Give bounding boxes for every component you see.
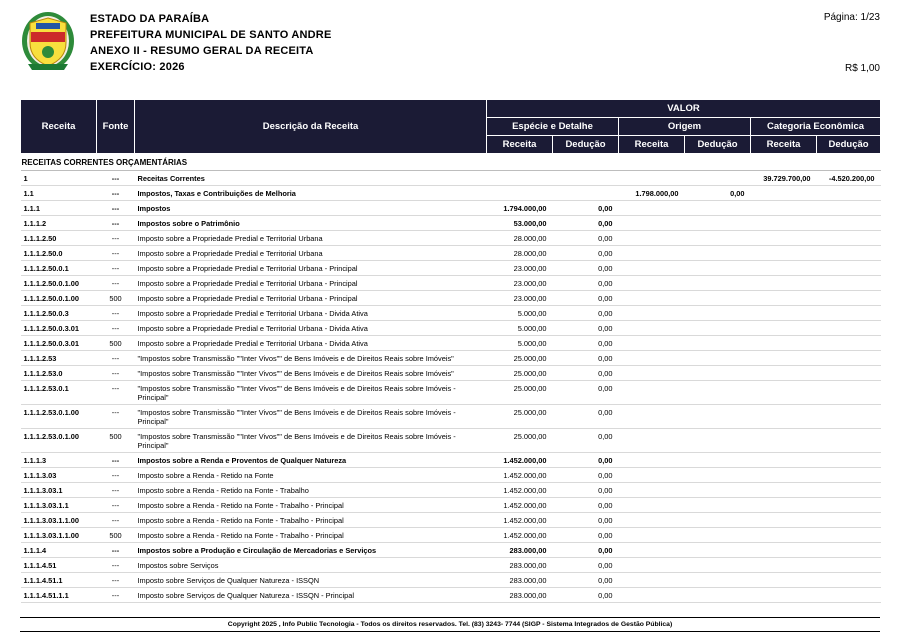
categoria-receita-value	[751, 306, 817, 321]
table-row	[21, 573, 881, 588]
origem-receita-value	[619, 261, 685, 276]
row-code: 1.1.1	[21, 201, 97, 216]
especie-deducao-value	[553, 186, 619, 201]
origem-deducao-value	[685, 276, 751, 291]
row-description: Imposto sobre a Propriedade Predial e Territorial Urbana - Divida Ativa	[135, 321, 487, 336]
origem-receita-value	[619, 321, 685, 336]
origem-deducao-value	[685, 366, 751, 381]
table-row	[21, 498, 881, 513]
especie-deducao-value: 0,00	[553, 381, 619, 405]
especie-deducao-value: 0,00	[553, 201, 619, 216]
categoria-deducao-value	[817, 216, 881, 231]
report-header	[20, 8, 880, 77]
especie-receita-value: 25.000,00	[487, 351, 553, 366]
origem-receita-value	[619, 246, 685, 261]
subcol-origem-receita: Receita	[619, 136, 685, 154]
row-code: 1.1.1.2.50.0.3.01	[21, 336, 97, 351]
row-fonte: ---	[97, 276, 135, 291]
row-description: Imposto sobre a Renda - Retido na Fonte - Trabalho	[135, 483, 487, 498]
categoria-deducao-value	[817, 246, 881, 261]
especie-deducao-value: 0,00	[553, 513, 619, 528]
origem-receita-value	[619, 453, 685, 468]
especie-receita-value: 283.000,00	[487, 588, 553, 603]
especie-receita-value: 1.452.000,00	[487, 468, 553, 483]
categoria-receita-value	[751, 381, 817, 405]
origem-receita-value	[619, 468, 685, 483]
categoria-deducao-value	[817, 201, 881, 216]
col-header-receita: Receita	[21, 100, 97, 154]
row-code: 1.1.1.2.53	[21, 351, 97, 366]
row-code: 1.1.1.2.50.0.1	[21, 261, 97, 276]
especie-deducao-value: 0,00	[553, 306, 619, 321]
categoria-receita-value	[751, 405, 817, 429]
exercise-year: EXERCÍCIO: 2026	[90, 61, 185, 73]
origem-receita-value	[619, 171, 685, 186]
row-fonte: ---	[97, 543, 135, 558]
origem-deducao-value	[685, 261, 751, 276]
row-description: Imposto sobre a Propriedade Predial e Territorial Urbana - Principal	[135, 261, 487, 276]
origem-receita-value	[619, 351, 685, 366]
row-fonte: ---	[97, 321, 135, 336]
row-fonte: ---	[97, 573, 135, 588]
especie-receita-value: 53.000,00	[487, 216, 553, 231]
origem-deducao-value	[685, 528, 751, 543]
row-fonte: ---	[97, 171, 135, 186]
origem-deducao-value	[685, 351, 751, 366]
section-header-row	[21, 154, 881, 171]
page-meta	[720, 8, 880, 74]
categoria-deducao-value	[817, 405, 881, 429]
row-fonte: 500	[97, 528, 135, 543]
row-description: Imposto sobre a Propriedade Predial e Territorial Urbana - Principal	[135, 276, 487, 291]
categoria-deducao-value	[817, 336, 881, 351]
especie-deducao-value: 0,00	[553, 261, 619, 276]
categoria-deducao-value	[817, 543, 881, 558]
row-fonte: 500	[97, 291, 135, 306]
table-row	[21, 336, 881, 351]
categoria-receita-value	[751, 513, 817, 528]
especie-deducao-value: 0,00	[553, 336, 619, 351]
table-row	[21, 186, 881, 201]
row-code: 1	[21, 171, 97, 186]
categoria-receita-value	[751, 216, 817, 231]
origem-receita-value	[619, 336, 685, 351]
row-code: 1.1.1.2.50	[21, 231, 97, 246]
especie-deducao-value: 0,00	[553, 483, 619, 498]
row-fonte: ---	[97, 558, 135, 573]
origem-receita-value	[619, 231, 685, 246]
row-code: 1.1.1.4.51.1.1	[21, 588, 97, 603]
categoria-deducao-value	[817, 276, 881, 291]
categoria-deducao-value	[817, 321, 881, 336]
table-row	[21, 246, 881, 261]
categoria-deducao-value	[817, 351, 881, 366]
row-code: 1.1.1.3.03.1	[21, 483, 97, 498]
subcol-categoria-receita: Receita	[751, 136, 817, 154]
table-row	[21, 483, 881, 498]
origem-deducao-value	[685, 543, 751, 558]
categoria-receita-value	[751, 321, 817, 336]
col-group-categoria-economica: Categoria Econômica	[751, 118, 881, 136]
row-description: "Impostos sobre Transmissão ""Inter Vivos"" de Bens Imóveis e de Direitos Reais sobre Imóveis"	[135, 351, 487, 366]
especie-deducao-value: 0,00	[553, 291, 619, 306]
row-description: Imposto sobre a Propriedade Predial e Territorial Urbana - Divida Ativa	[135, 306, 487, 321]
origem-deducao-value	[685, 573, 751, 588]
row-description: Impostos sobre Serviços	[135, 558, 487, 573]
row-fonte: ---	[97, 588, 135, 603]
categoria-receita-value	[751, 453, 817, 468]
origem-deducao-value	[685, 498, 751, 513]
table-row	[21, 588, 881, 603]
categoria-receita-value	[751, 351, 817, 366]
table-row	[21, 429, 881, 453]
table-row	[21, 261, 881, 276]
row-fonte: ---	[97, 483, 135, 498]
categoria-receita-value	[751, 291, 817, 306]
especie-deducao-value	[553, 171, 619, 186]
especie-receita-value: 1.452.000,00	[487, 513, 553, 528]
especie-receita-value: 23.000,00	[487, 276, 553, 291]
row-description: "Impostos sobre Transmissão ""Inter Vivos"" de Bens Imóveis e de Direitos Reais sobre Imóveis"	[135, 366, 487, 381]
page-number: Página: 1/23	[823, 12, 880, 23]
row-code: 1.1.1.2.50.0	[21, 246, 97, 261]
origem-deducao-value	[685, 381, 751, 405]
table-row	[21, 321, 881, 336]
categoria-receita-value	[751, 543, 817, 558]
origem-receita-value	[619, 483, 685, 498]
table-row	[21, 543, 881, 558]
origem-deducao-value	[685, 453, 751, 468]
table-row	[21, 558, 881, 573]
row-code: 1.1.1.2.50.0.3.01	[21, 321, 97, 336]
origem-deducao-value	[685, 216, 751, 231]
especie-receita-value: 5.000,00	[487, 336, 553, 351]
row-fonte: ---	[97, 261, 135, 276]
origem-receita-value	[619, 573, 685, 588]
origem-deducao-value	[685, 336, 751, 351]
especie-receita-value	[487, 186, 553, 201]
table-row	[21, 201, 881, 216]
categoria-receita-value	[751, 261, 817, 276]
origem-deducao-value	[685, 429, 751, 453]
row-fonte: ---	[97, 201, 135, 216]
row-description: Imposto sobre a Renda - Retido na Fonte	[135, 468, 487, 483]
row-code: 1.1.1.2.53.0.1.00	[21, 429, 97, 453]
coat-of-arms-logo	[20, 8, 78, 77]
row-code: 1.1.1.2.50.0.3	[21, 306, 97, 321]
origem-deducao-value	[685, 231, 751, 246]
subcol-especie-receita: Receita	[487, 136, 553, 154]
categoria-receita-value	[751, 588, 817, 603]
row-code: 1.1.1.3.03	[21, 468, 97, 483]
categoria-receita-value	[751, 429, 817, 453]
subcol-categoria-deducao: Dedução	[817, 136, 881, 154]
especie-deducao-value: 0,00	[553, 528, 619, 543]
section-title: RECEITAS CORRENTES ORÇAMENTÁRIAS	[21, 154, 881, 171]
row-description: Imposto sobre a Renda - Retido na Fonte - Trabalho - Principal	[135, 528, 487, 543]
row-code: 1.1.1.3.03.1.1.00	[21, 513, 97, 528]
especie-receita-value: 28.000,00	[487, 246, 553, 261]
especie-receita-value: 5.000,00	[487, 321, 553, 336]
origem-deducao-value	[685, 171, 751, 186]
origem-receita-value: 1.798.000,00	[619, 186, 685, 201]
categoria-receita-value	[751, 483, 817, 498]
categoria-receita-value	[751, 246, 817, 261]
footer-copyright: Copyright 2025 , Info Public Tecnologia - Todos os direitos reservados. Tel. (83) 3243- 7744 (SIGP - Sistema Integrados de Gestão Pública)	[20, 617, 880, 632]
row-code: 1.1.1.4	[21, 543, 97, 558]
row-fonte: ---	[97, 306, 135, 321]
row-description: "Impostos sobre Transmissão ""Inter Vivos"" de Bens Imóveis e de Direitos Reais sobre Imóveis - Principal"	[135, 381, 487, 405]
row-description: Imposto sobre a Renda - Retido na Fonte - Trabalho - Principal	[135, 513, 487, 528]
currency-unit: R$ 1,00	[844, 63, 880, 74]
categoria-deducao-value	[817, 558, 881, 573]
especie-receita-value: 1.452.000,00	[487, 483, 553, 498]
table-row	[21, 381, 881, 405]
categoria-receita-value	[751, 186, 817, 201]
origem-receita-value	[619, 366, 685, 381]
origem-deducao-value	[685, 291, 751, 306]
row-description: Impostos sobre o Patrimônio	[135, 216, 487, 231]
row-description: Impostos sobre a Produção e Circulação de Mercadorias e Serviços	[135, 543, 487, 558]
categoria-receita-value	[751, 276, 817, 291]
especie-deducao-value: 0,00	[553, 216, 619, 231]
especie-receita-value: 25.000,00	[487, 405, 553, 429]
origem-receita-value	[619, 543, 685, 558]
table-row	[21, 306, 881, 321]
subcol-origem-deducao: Dedução	[685, 136, 751, 154]
especie-deducao-value: 0,00	[553, 246, 619, 261]
categoria-deducao-value	[817, 429, 881, 453]
table-row	[21, 405, 881, 429]
revenue-table	[20, 99, 881, 603]
especie-receita-value: 283.000,00	[487, 558, 553, 573]
row-code: 1.1.1.2.53.0	[21, 366, 97, 381]
categoria-receita-value	[751, 498, 817, 513]
row-fonte: ---	[97, 231, 135, 246]
row-description: "Impostos sobre Transmissão ""Inter Vivos"" de Bens Imóveis e de Direitos Reais sobre Imóveis - Principal"	[135, 405, 487, 429]
row-fonte: ---	[97, 366, 135, 381]
row-code: 1.1.1.3.03.1.1.00	[21, 528, 97, 543]
categoria-receita-value	[751, 336, 817, 351]
row-description: Imposto sobre a Propriedade Predial e Territorial Urbana	[135, 246, 487, 261]
col-group-origem: Origem	[619, 118, 751, 136]
categoria-deducao-value: -4.520.200,00	[817, 171, 881, 186]
origem-receita-value	[619, 291, 685, 306]
especie-deducao-value: 0,00	[553, 366, 619, 381]
origem-receita-value	[619, 528, 685, 543]
categoria-deducao-value	[817, 381, 881, 405]
origem-receita-value	[619, 201, 685, 216]
row-description: Impostos sobre a Renda e Proventos de Qualquer Natureza	[135, 453, 487, 468]
row-description: Imposto sobre Serviços de Qualquer Natureza - ISSQN	[135, 573, 487, 588]
row-description: Receitas Correntes	[135, 171, 487, 186]
categoria-deducao-value	[817, 261, 881, 276]
categoria-deducao-value	[817, 573, 881, 588]
origem-receita-value	[619, 558, 685, 573]
row-code: 1.1.1.2.50.0.1.00	[21, 291, 97, 306]
origem-deducao-value	[685, 306, 751, 321]
row-fonte: ---	[97, 405, 135, 429]
origem-deducao-value	[685, 483, 751, 498]
table-row	[21, 171, 881, 186]
origem-receita-value	[619, 381, 685, 405]
row-description: Impostos, Taxas e Contribuições de Melhoria	[135, 186, 487, 201]
categoria-deducao-value	[817, 186, 881, 201]
especie-deducao-value: 0,00	[553, 558, 619, 573]
row-fonte: ---	[97, 351, 135, 366]
origem-deducao-value	[685, 201, 751, 216]
categoria-receita-value	[751, 468, 817, 483]
table-row	[21, 453, 881, 468]
subcol-especie-deducao: Dedução	[553, 136, 619, 154]
origem-deducao-value	[685, 513, 751, 528]
origem-deducao-value	[685, 588, 751, 603]
especie-deducao-value: 0,00	[553, 453, 619, 468]
origem-deducao-value: 0,00	[685, 186, 751, 201]
table-row	[21, 276, 881, 291]
categoria-receita-value	[751, 573, 817, 588]
table-row	[21, 291, 881, 306]
row-fonte: ---	[97, 498, 135, 513]
categoria-deducao-value	[817, 513, 881, 528]
revenue-table-body	[21, 154, 881, 603]
col-header-fonte: Fonte	[97, 100, 135, 154]
table-row	[21, 231, 881, 246]
especie-deducao-value: 0,00	[553, 405, 619, 429]
row-description: Imposto sobre a Propriedade Predial e Territorial Urbana	[135, 231, 487, 246]
categoria-deducao-value	[817, 468, 881, 483]
categoria-deducao-value	[817, 366, 881, 381]
especie-receita-value: 25.000,00	[487, 381, 553, 405]
col-header-valor: VALOR	[487, 100, 881, 118]
origem-deducao-value	[685, 558, 751, 573]
row-description: Imposto sobre a Renda - Retido na Fonte - Trabalho - Principal	[135, 498, 487, 513]
row-code: 1.1.1.3.03.1.1	[21, 498, 97, 513]
origem-receita-value	[619, 498, 685, 513]
origem-deducao-value	[685, 468, 751, 483]
categoria-receita-value	[751, 201, 817, 216]
categoria-receita-value	[751, 231, 817, 246]
row-code: 1.1.1.4.51	[21, 558, 97, 573]
especie-receita-value: 283.000,00	[487, 543, 553, 558]
origem-deducao-value	[685, 321, 751, 336]
especie-receita-value: 28.000,00	[487, 231, 553, 246]
especie-deducao-value: 0,00	[553, 321, 619, 336]
table-row	[21, 513, 881, 528]
especie-receita-value: 1.794.000,00	[487, 201, 553, 216]
row-code: 1.1.1.2.53.0.1.00	[21, 405, 97, 429]
row-description: Imposto sobre a Propriedade Predial e Territorial Urbana - Principal	[135, 291, 487, 306]
row-code: 1.1.1.2.53.0.1	[21, 381, 97, 405]
col-header-descricao: Descrição da Receita	[135, 100, 487, 154]
especie-deducao-value: 0,00	[553, 498, 619, 513]
origem-deducao-value	[685, 405, 751, 429]
row-fonte: 500	[97, 336, 135, 351]
especie-deducao-value: 0,00	[553, 351, 619, 366]
especie-deducao-value: 0,00	[553, 573, 619, 588]
state-name: ESTADO DA PARAÍBA	[90, 13, 210, 25]
row-fonte: ---	[97, 186, 135, 201]
table-row	[21, 351, 881, 366]
report-title: ANEXO II - RESUMO GERAL DA RECEITA	[90, 45, 314, 57]
especie-receita-value: 25.000,00	[487, 366, 553, 381]
row-description: Impostos	[135, 201, 487, 216]
especie-receita-value: 25.000,00	[487, 429, 553, 453]
especie-receita-value: 5.000,00	[487, 306, 553, 321]
row-fonte: ---	[97, 468, 135, 483]
categoria-deducao-value	[817, 498, 881, 513]
col-group-especie-detalhe: Espécie e Detalhe	[487, 118, 619, 136]
especie-receita-value: 283.000,00	[487, 573, 553, 588]
categoria-receita-value: 39.729.700,00	[751, 171, 817, 186]
table-row	[21, 216, 881, 231]
origem-receita-value	[619, 588, 685, 603]
origem-deducao-value	[685, 246, 751, 261]
origem-receita-value	[619, 513, 685, 528]
row-fonte: 500	[97, 429, 135, 453]
origem-receita-value	[619, 405, 685, 429]
row-fonte: ---	[97, 513, 135, 528]
categoria-deducao-value	[817, 453, 881, 468]
categoria-deducao-value	[817, 291, 881, 306]
row-code: 1.1	[21, 186, 97, 201]
row-description: Imposto sobre a Propriedade Predial e Territorial Urbana - Divida Ativa	[135, 336, 487, 351]
row-fonte: ---	[97, 381, 135, 405]
municipality-name: PREFEITURA MUNICIPAL DE SANTO ANDRE	[90, 29, 332, 41]
origem-receita-value	[619, 306, 685, 321]
especie-receita-value: 1.452.000,00	[487, 453, 553, 468]
especie-deducao-value: 0,00	[553, 588, 619, 603]
categoria-receita-value	[751, 366, 817, 381]
origem-receita-value	[619, 216, 685, 231]
especie-receita-value: 23.000,00	[487, 291, 553, 306]
table-row	[21, 528, 881, 543]
categoria-receita-value	[751, 558, 817, 573]
row-fonte: ---	[97, 246, 135, 261]
categoria-receita-value	[751, 528, 817, 543]
row-code: 1.1.1.2	[21, 216, 97, 231]
especie-receita-value	[487, 171, 553, 186]
row-description: "Impostos sobre Transmissão ""Inter Vivos"" de Bens Imóveis e de Direitos Reais sobre Imóveis - Principal"	[135, 429, 487, 453]
table-row	[21, 366, 881, 381]
org-title-block	[90, 8, 720, 75]
origem-receita-value	[619, 429, 685, 453]
especie-receita-value: 1.452.000,00	[487, 498, 553, 513]
origem-receita-value	[619, 276, 685, 291]
row-fonte: ---	[97, 216, 135, 231]
especie-receita-value: 23.000,00	[487, 261, 553, 276]
categoria-deducao-value	[817, 306, 881, 321]
especie-deducao-value: 0,00	[553, 231, 619, 246]
especie-deducao-value: 0,00	[553, 429, 619, 453]
especie-deducao-value: 0,00	[553, 468, 619, 483]
especie-deducao-value: 0,00	[553, 276, 619, 291]
table-row	[21, 468, 881, 483]
row-code: 1.1.1.4.51.1	[21, 573, 97, 588]
especie-receita-value: 1.452.000,00	[487, 528, 553, 543]
categoria-deducao-value	[817, 231, 881, 246]
categoria-deducao-value	[817, 528, 881, 543]
row-code: 1.1.1.3	[21, 453, 97, 468]
categoria-deducao-value	[817, 483, 881, 498]
categoria-deducao-value	[817, 588, 881, 603]
especie-deducao-value: 0,00	[553, 543, 619, 558]
row-fonte: ---	[97, 453, 135, 468]
coat-of-arms-icon	[20, 10, 76, 72]
row-description: Imposto sobre Serviços de Qualquer Natureza - ISSQN - Principal	[135, 588, 487, 603]
row-code: 1.1.1.2.50.0.1.00	[21, 276, 97, 291]
